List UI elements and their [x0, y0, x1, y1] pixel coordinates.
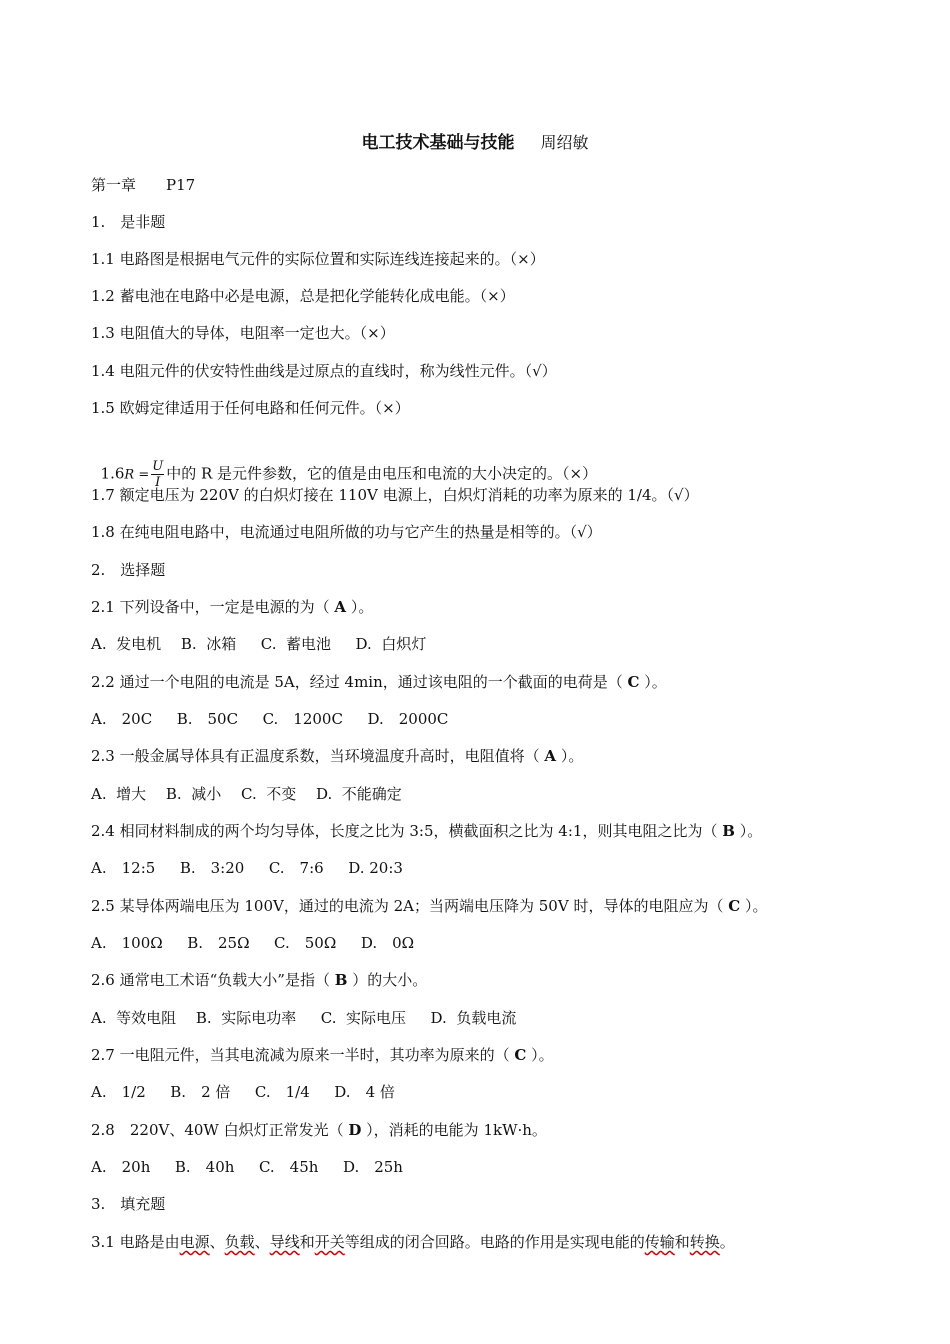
options-2-5: A. 100Ω B. 25Ω C. 50Ω D. 0Ω [91, 934, 415, 952]
question-text: 2.8 220V、40W 白炽灯正常发光（ [91, 1121, 344, 1139]
formula-denominator: I [155, 475, 161, 490]
answer-letter: A [334, 598, 347, 616]
question-2-6 [91, 970, 427, 990]
answer-letter: C [728, 897, 741, 915]
question-3-1 [91, 1232, 735, 1252]
answer-blank: 导线 [269, 1233, 300, 1251]
document-author: 周绍敏 [540, 133, 589, 152]
answer-letter: C [627, 673, 640, 691]
question-1-4: 1.4 电阻元件的伏安特性曲线是过原点的直线时，称为线性元件。（√） [91, 362, 557, 380]
options-2-2: A. 20C B. 50C C. 1200C D. 2000C [91, 710, 449, 728]
question-2-2 [91, 672, 667, 692]
question-1-6-text: 中的 R 是元件参数，它的值是由电压和电流的大小决定的。（×） [166, 464, 598, 483]
question-text-end: ）。 [644, 673, 667, 691]
answer-letter: D [348, 1121, 362, 1139]
answer-letter: B [334, 971, 348, 989]
question-1-1: 1.1 电路图是根据电气元件的实际位置和实际连线连接起来的。（×） [91, 250, 545, 268]
question-text-end: ）。 [350, 598, 374, 616]
chapter-heading: 第一章 P17 [91, 176, 196, 194]
question-text-end: ）。 [531, 1046, 554, 1064]
question-text: 等组成的闭合回路。电路的作用是实现电能的 [344, 1233, 645, 1251]
question-1-6-number: 1.6 [100, 464, 125, 483]
answer-letter: C [514, 1046, 527, 1064]
answer-blank: 负载 [224, 1233, 255, 1251]
separator: 、 [209, 1233, 225, 1251]
answer-letter: B [722, 822, 735, 840]
question-2-1 [91, 597, 373, 617]
question-text-end: ）。 [560, 747, 584, 765]
question-1-8: 1.8 在纯电阻电路中，电流通过电阻所做的功与它产生的热量是相等的。（√） [91, 523, 602, 541]
formula-lhs: R = [124, 467, 150, 483]
question-text: 2.4 相同材料制成的两个均匀导体，长度之比为 3:5，横截面积之比为 4:1，则其电阻之比为（ [91, 822, 718, 840]
question-1-3: 1.3 电阻值大的导体，电阻率一定也大。（×） [91, 324, 395, 342]
question-text-end: ），消耗的电能为 1kW·h。 [366, 1121, 547, 1139]
question-text: 3.1 电路是由 [91, 1233, 180, 1251]
answer-blank: 电源 [179, 1233, 210, 1251]
question-text: 2.6 通常电工术语“负载大小”是指（ [91, 971, 330, 989]
question-2-5 [91, 896, 768, 916]
document-title: 电工技术基础与技能 [361, 133, 515, 153]
section-heading-fill-in: 3. 填充题 [91, 1195, 166, 1213]
answer-letter: A [544, 747, 557, 765]
question-text: 2.1 下列设备中，一定是电源的为（ [91, 598, 330, 616]
section-heading-choice: 2. 选择题 [91, 561, 166, 579]
formula-numerator: U [152, 459, 164, 474]
question-text: 2.2 通过一个电阻的电流是 5A，经过 4min，通过该电阻的一个截面的电荷是（ [91, 673, 623, 691]
question-2-4 [91, 821, 762, 841]
question-text-end: 。 [719, 1233, 735, 1251]
answer-blank: 转换 [689, 1233, 720, 1251]
question-1-6 [91, 433, 597, 490]
options-2-3: A. 增大 B. 减小 C. 不变 D. 不能确定 [91, 785, 402, 803]
question-2-3 [91, 746, 583, 766]
question-text: 2.3 一般金属导体具有正温度系数，当环境温度升高时，电阻值将（ [91, 747, 540, 765]
question-text-end: ）。 [739, 822, 763, 840]
section-heading-true-false: 1. 是非题 [91, 213, 166, 231]
options-2-4: A. 12:5 B. 3:20 C. 7:6 D. 20:3 [91, 859, 403, 877]
answer-blank: 传输 [644, 1233, 675, 1251]
question-text: 2.7 一电阻元件，当其电流减为原来一半时，其功率为原来的（ [91, 1046, 510, 1064]
document-header [0, 128, 950, 153]
question-1-5: 1.5 欧姆定律适用于任何电路和任何元件。（×） [91, 399, 410, 417]
options-2-6: A. 等效电阻 B. 实际电功率 C. 实际电压 D. 负载电流 [91, 1009, 517, 1027]
separator: 和 [674, 1233, 690, 1251]
question-text-end: ）。 [744, 897, 768, 915]
question-1-7: 1.7 额定电压为 220V 的白炽灯接在 110V 电源上，白炽灯消耗的功率为原来的 1/4。（√） [91, 486, 699, 504]
question-text: 2.5 某导体两端电压为 100V，通过的电流为 2A；当两端电压降为 50V 时，导体的电阻应为（ [91, 897, 724, 915]
options-2-8: A. 20h B. 40h C. 45h D. 25h [91, 1158, 403, 1176]
separator: 和 [299, 1233, 315, 1251]
separator: 、 [254, 1233, 270, 1251]
question-1-2: 1.2 蓄电池在电路中必是电源，总是把化学能转化成电能。（×） [91, 287, 515, 305]
options-2-1: A. 发电机 B. 冰箱 C. 蓄电池 D. 白炽灯 [91, 635, 427, 653]
options-2-7: A. 1/2 B. 2 倍 C. 1/4 D. 4 倍 [91, 1083, 395, 1101]
question-text-end: ）的大小。 [352, 971, 428, 989]
answer-blank: 开关 [314, 1233, 345, 1251]
question-2-8 [91, 1120, 547, 1140]
question-2-7 [91, 1045, 554, 1065]
